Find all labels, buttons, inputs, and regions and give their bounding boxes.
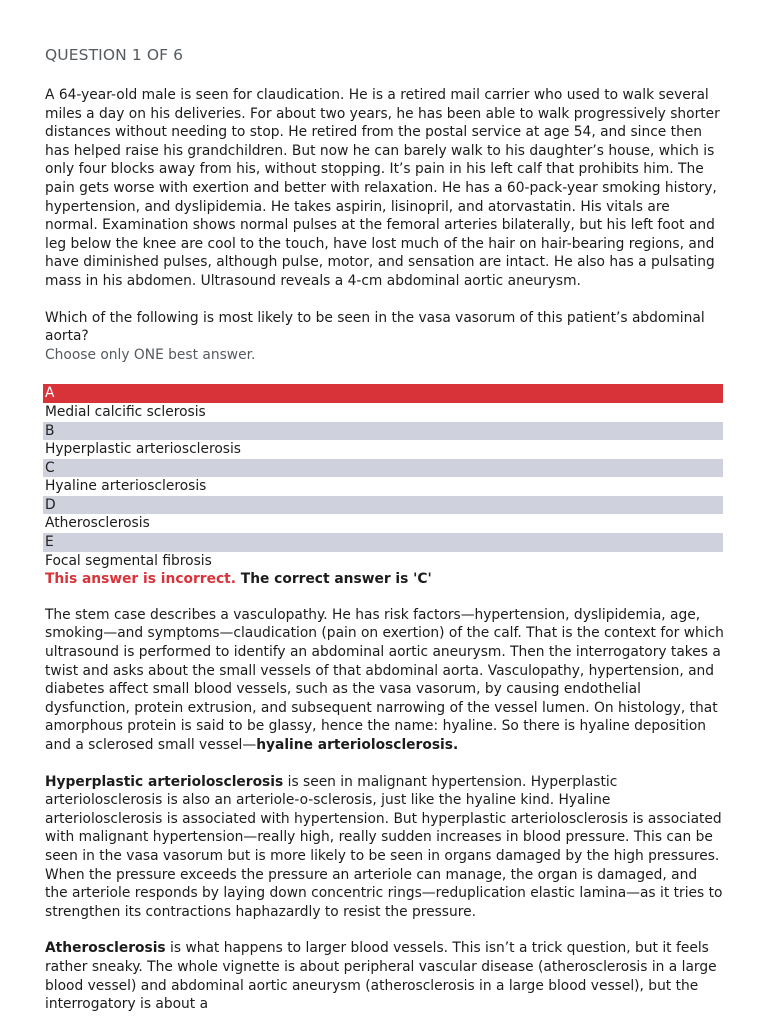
option-b-text[interactable]: Hyperplastic arteriosclerosis [45,441,241,458]
explanation-2-bold: Hyperplastic arteriolosclerosis [45,773,284,790]
explanation-paragraph-1 [45,606,724,755]
correct-answer-text: The correct answer is 'C' [240,571,432,588]
explanation-paragraph-2 [45,773,724,922]
explanation-3-text: is what happens to larger blood vessels. This isn’t a trick question, but it feels rather sneaky. The whole vignette is about peripheral vascular disease (atherosclerosis in a large blood vessel) and abdominal aortic aneurysm (atherosclerosis in a large blood vessel), but the interrogatory is about a [45,940,717,1013]
option-a-letter[interactable]: A [43,384,723,403]
answer-result [45,570,724,589]
question-header: QUESTION 1 OF 6 [45,46,184,64]
explanation-2-text: is seen in malignant hypertension. Hyperplastic arteriolosclerosis is also an arteriole-o-sclerosis, just like the hyaline kind. Hyaline arteriolosclerosis is associated with hypertension. But hyperplastic arteriolosclerosis is associated with malignant hypertension—really high, really sudden increases in blood pressure. This can be seen in the vasa vasorum but is more likely to be seen in organs damaged by the high pressures. When the pressure exceeds the pressure an arteriole can manage, the organ is damaged, and the arteriole responds by laying down concentric rings—reduplication elastic lamina—as it tries to strengthen its contractions haphazardly to resist the pressure. [45,773,723,920]
question-stem: A 64-year-old male is seen for claudication. He is a retired mail carrier who used to walk several miles a day on his deliveries. For about two years, he has been able to walk progressively shorter distances without needing to stop. He retired from the postal service at age 54, and since then has helped raise his grandchildren. But now he can barely walk to his daughter’s house, which is only four blocks away from his, without stopping. It’s pain in his left calf that prohibits him. The pain gets worse with exertion and better with relaxation. He has a 60-pack-year smoking history, hypertension, and dyslipidemia. He takes aspirin, lisinopril, and atorvastatin. His vitals are normal. Examination shows normal pulses at the femoral arteries bilaterally, but his left foot and leg below the knee are cool to the touch, have lost much of the hair on hair-bearing regions, and have diminished pulses, although pulse, motor, and sensation are intact. He also has a pulsating mass in his abdomen. Ultrasound reveals a 4-cm abdominal aortic aneurysm. [45,87,720,289]
option-e-text[interactable]: Focal segmental fibrosis [45,552,212,569]
answer-instruction: Choose only ONE best answer. [45,346,256,363]
explanation-3-bold: Atherosclerosis [45,940,166,957]
option-d-text[interactable]: Atherosclerosis [45,515,150,532]
option-c-letter[interactable]: C [43,459,723,478]
option-e-letter[interactable]: E [43,533,723,552]
option-c-text[interactable]: Hyaline arteriosclerosis [45,478,207,495]
option-a-text[interactable]: Medial calcific sclerosis [45,403,206,420]
explanation-1-text: The stem case describes a vasculopathy. He has risk factors—hypertension, dyslipidemia, age, smoking—and symptoms—claudication (pain on exertion) of the calf. That is the context for which ultrasound is performed to identify an abdominal aortic aneurysm. Then the interrogatory takes a twist and asks about the small vessels of that abdominal aorta. Vasculopathy, hypertension, and diabetes affect small blood vessels, such as the vasa vasorum, by causing endothelial dysfunction, protein extrusion, and subsequent narrowing of the vessel lumen. On histology, that amorphous protein is said to be glassy, hence the name: hyaline. So there is hyaline deposition and a sclerosed small vessel— [45,606,724,753]
answer-options [43,384,723,570]
option-d-letter[interactable]: D [43,496,723,515]
explanation-paragraph-3 [45,939,724,1013]
incorrect-label: This answer is incorrect. [45,571,236,588]
option-b-letter[interactable]: B [43,422,723,441]
explanation-1-bold: hyaline arteriolosclerosis. [256,737,459,753]
question-prompt: Which of the following is most likely to be seen in the vasa vasorum of this patient’s abdominal aorta? [45,309,705,345]
